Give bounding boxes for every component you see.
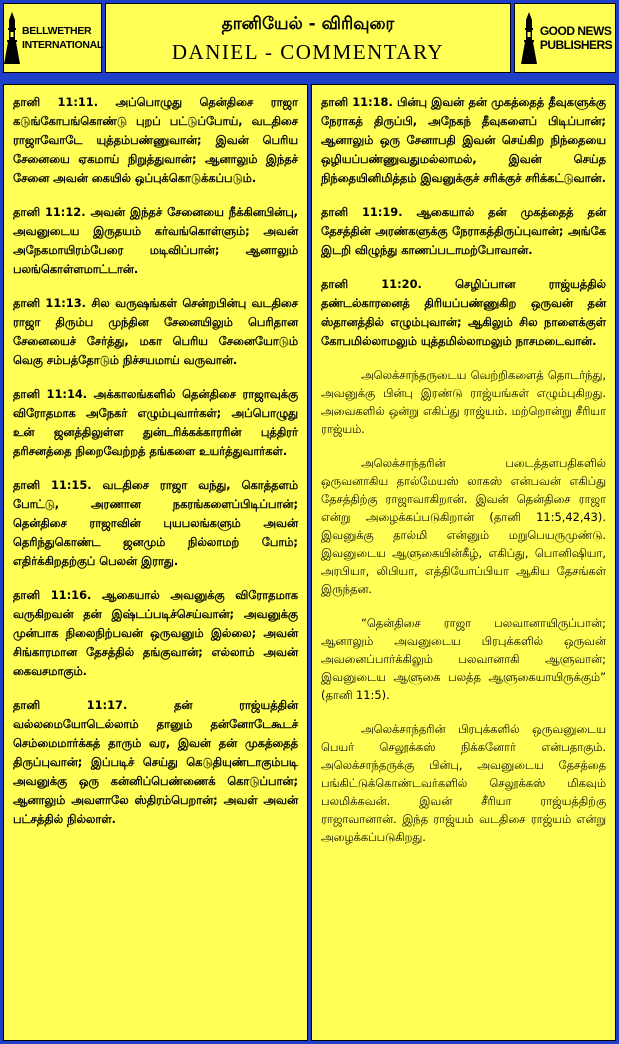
logo-left-line-1: BELLWETHER — [21, 25, 92, 37]
logo-left-line-2: INTERNATIONAL — [21, 39, 104, 51]
logo-right-line-1: GOOD NEWS — [539, 24, 612, 38]
commentary-paragraph: அலெக்சாந்தருடைய வெற்றிகளைத் தொடர்ந்து, அவனுக்கு பின்பு இரண்டு ராஜ்யங்கள் எழும்புகிறது. அவைகளில் ஒன்று எகிப்து ராஜ்யம். மற்றொன்று சீரியா ராஜ்யம். — [321, 368, 606, 436]
title-english: DANIEL - COMMENTARY — [171, 40, 445, 64]
right-column — [311, 84, 616, 1041]
verse-11-12: தானி 11:12. அவன் இந்தச் சேனையை நீக்கினபின்பு, அவனுடைய இருதயம் கர்வங்கொள்ளும்; அவன் அநேகமாயிரம்பேரை மடிவிப்பான்; ஆனாலும் பலங்கொள்ளமாட்டான். — [13, 205, 298, 276]
commentary-paragraph: “தென்திசை ராஜா பலவானாயிருப்பான்; ஆனாலும் அவனுடைய பிரபுக்களில் ஒருவன் அவனைப்பார்க்கிலும் பலவானாகி ஆளுவான்; இவனுடைய ஆளுகை பலத்த ஆளுகையாயிருக்கும்” (தானி 11:5). — [321, 616, 606, 702]
bell-tower-icon — [2, 12, 22, 64]
good-news-logo — [514, 3, 616, 73]
verse-11-20: தானி 11:20. செழிப்பான ராஜ்யத்தில் தண்டல்காரனைத் திரியப்பண்ணுகிற ஒருவன் தன் ஸ்தானத்தில் எழும்புவான்; ஆகிலும் சில நாளைக்குள் கோபமில்லாமலும் யுத்தமில்லாமலும் நாசமடைவான். — [321, 277, 606, 348]
verse-11-15: தானி 11:15. வடதிசை ராஜா வந்து, கொத்தளம் போட்டு, அரணான நகரங்களைப்பிடிப்பான்; தென்திசை ராஜாவின் புயபலங்களும் அவன் தெரிந்துகொண்ட ஜனமும் நில்லாமற் போம்; எதிர்க்கிறதற்குப் பெலன் இராது. — [13, 478, 298, 568]
title-tamil: தானியேல் - விரிவுரை — [221, 14, 395, 34]
verse-11-19: தானி 11:19. ஆகையால் தன் முகத்தைத் தன் தேசத்தின் அரண்களுக்கு நேராகத்திருப்புவான்; அங்கே இடறி விழுந்து காணப்படாமற்போவான். — [321, 205, 606, 257]
verse-11-14: தானி 11:14. அக்காலங்களில் தென்திசை ராஜாவுக்கு விரோதமாக அநேகர் எழும்புவார்கள்; அப்பொழுது உன் ஜனத்திலுள்ள துன்டரிக்கக்காரரின் புத்திரர் தரிசனத்தை நிறைவேற்றத் தங்களை உயர்த்துவார்கள். — [13, 387, 298, 458]
bellwether-logo — [3, 3, 102, 73]
verse-11-18: தானி 11:18. பின்பு இவன் தன் முகத்தைத் தீவுகளுக்கு நேராகத் திருப்பி, அநேகந் தீவுகளைப் பிடிப்பான்; ஆனாலும் ஒரு சேனாபதி இவன் செய்கிற நிந்தையை ஒழியப்பண்ணுவதுமல்லாமல், இவன் செய்த நிந்தையினிமித்தம் இவனுக்குச் சரிக்குச் சரிக்கட்டுவான். — [321, 95, 606, 185]
logo-right-line-2: PUBLISHERS — [539, 38, 613, 52]
verse-11-13: தானி 11:13. சில வருஷங்கள் சென்றபின்பு வடதிசை ராஜா திரும்ப முந்தின சேனையிலும் பெரிதான சேனையைச் சேர்த்து, மகா பெரிய சேனையோடும் வெகு சம்பத்தோடும் நிச்சயமாய் வருவான். — [13, 296, 298, 367]
verse-11-17: தானி 11:17. தன் ராஜ்யத்தின் வல்லமையோடெல்லாம் தானும் தன்னோடேகூடச் செம்மைமார்க்கத் தாரும் வர, இவன் தன் முகத்தைத் திருப்புவான்; இப்படிச் செய்து கெடுதியுண்டாகும்படி அவனுக்கு ஒரு கன்னிப்பெண்ணைக் கொடுப்பான்; ஆனாலும் அவளாலே ஸ்திரம்பெறான்; அவள் அவன் பட்சத்தில் நில்லாள். — [13, 698, 298, 826]
left-column — [3, 84, 308, 1041]
verse-11-11: தானி 11:11. அப்பொழுது தென்திசை ராஜா கடுங்கோபங்கொண்டு புறப் பட்டுப்போய், வடதிசை ராஜாவோடே யுத்தம்பண்ணுவான்; இவன் பெரிய சேனையை ஏகமாய் நிறுத்துவான்; ஆனாலும் இந்தச் சேனை அவன் கையில் ஒப்புக்கொடுக்கப்படும். — [13, 95, 298, 185]
commentary-paragraph: அலெக்சாந்தரின் பிரபுக்களில் ஒருவனுடைய பெயர் செலூக்கஸ் நிக்கனோர் என்பதாகும். அலெக்சாந்தருக்கு பின்பு, அவனுடைய தேசத்தை பங்கிட்டுக்கொண்டவர்களில் செலூக்கஸ் மிகவும் பலமிக்கவன். இவன் சீரியா ராஜ்யத்திற்கு ராஜாவானான். இந்த ராஜ்யம் வடதிசை ராஜ்யம் என்று அழைக்கப்படுகிறது. — [321, 722, 606, 844]
bell-tower-icon — [518, 12, 540, 64]
commentary-paragraph: அலெக்சாந்தரின் படைத்தளபதிகளில் ஒருவனாகிய தால்மேயஸ் லாகஸ் என்பவன் எகிப்து தேசத்திற்கு ராஜாவாகிறான். இவன் தென்திசை ராஜா என்று அழைக்கப்படுகிறான் (தானி 11:5,42,43). இவனுக்கு தால்மி என்னும் மறுபெயருமுண்டு. இவனுடைய ஆளுகையின்கீழ், எகிப்து, பொனிஷியா, அரபியா, லிபியா, எத்தியோப்பியா ஆகிய தேசங்கள் இருந்தன. — [321, 456, 606, 596]
verse-11-16: தானி 11:16. ஆகையால் அவனுக்கு விரோதமாக வருகிறவன் தன் இஷ்டப்படிச்செய்வான்; அவனுக்கு முன்பாக நிலைநிற்பவன் ஒருவனும் இல்லை; அவன் சிங்காரமான தேசத்தில் தங்குவான்; எல்லாம் அவன் கைவசமாகும். — [13, 588, 298, 678]
page-header — [105, 3, 511, 73]
